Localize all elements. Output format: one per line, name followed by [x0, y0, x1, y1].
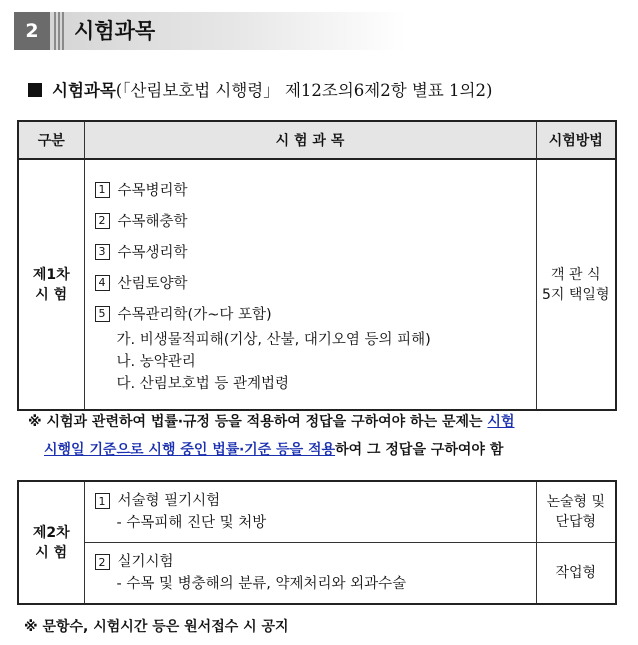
- stripe-decoration-icon: [52, 12, 66, 50]
- note-underline: 시행일 기준으로 시행 중인 법률‧기준 등을 적용: [44, 442, 336, 458]
- table-row: [18, 481, 616, 543]
- number-box: 1: [95, 182, 110, 198]
- method-cell: [536, 543, 616, 605]
- header-category: 구분: [18, 121, 84, 159]
- subject-label: 실기시험: [117, 554, 174, 570]
- number-box: 3: [95, 244, 110, 260]
- table-row: [18, 159, 616, 410]
- number-box: 2: [95, 554, 110, 570]
- list-item: [95, 205, 536, 236]
- method-label: 단답형: [555, 514, 597, 530]
- table-row: [18, 543, 616, 605]
- list-item: [95, 490, 536, 512]
- subtitle: [28, 77, 492, 101]
- note-second-line: [28, 436, 628, 464]
- number-box: 2: [95, 213, 110, 229]
- stage-label: 제1차: [32, 266, 70, 283]
- method-label: 5지 택일형: [542, 286, 610, 303]
- note-prefix: ※ 시험과 관련하여 법률‧규정 등을 적용하여 정답을 구하여야 하는 문제는: [28, 414, 488, 430]
- list-item: [95, 174, 536, 205]
- subject-cell: [84, 543, 536, 605]
- stage-label: 제2차: [32, 524, 70, 541]
- subjects-cell: [84, 159, 536, 410]
- number-box: 4: [95, 275, 110, 291]
- note-suffix: 하여 그 정답을 구하여야 함: [335, 442, 504, 458]
- method-label: 객 관 식: [551, 266, 601, 283]
- subject-label: 수목병리학: [117, 183, 188, 199]
- stage-label: 시 험: [35, 544, 68, 561]
- stage-cell: [18, 159, 84, 410]
- method-cell: [536, 481, 616, 543]
- subject-label: 산림토양학: [117, 276, 188, 292]
- number-box: 1: [95, 493, 110, 509]
- announcement-note: ※ 문항수, 시험시간 등은 원서접수 시 공지: [24, 619, 289, 635]
- method-cell: [536, 159, 616, 410]
- section-title: 시험과목: [74, 19, 156, 43]
- header-method: 시험방법: [536, 121, 616, 159]
- subtitle-bold: 시험과목: [52, 81, 116, 100]
- subject-label: 수목관리학(가~다 포함): [117, 307, 272, 323]
- sub-item: 다. 산림보호법 등 관계법령: [116, 376, 290, 392]
- subject-label: 서술형 필기시험: [117, 493, 221, 509]
- list-item: [95, 551, 536, 573]
- method-label: 논술형 및: [546, 494, 606, 510]
- number-box: 5: [95, 306, 110, 322]
- sub-item: 가. 비생물적피해(기상, 산불, 대기오염 등의 피해): [116, 332, 431, 348]
- sub-item: - 수목 및 병충해의 분류, 약제처리와 외과수술: [116, 576, 407, 592]
- stage-label: 시 험: [35, 286, 68, 303]
- subject-label: 수목해충학: [117, 214, 188, 230]
- method-label: 작업형: [555, 565, 597, 581]
- list-item: [95, 298, 536, 329]
- table-header-row: [18, 121, 616, 159]
- header-subjects: 시 험 과 목: [84, 121, 536, 159]
- sub-item: 나. 농약관리: [116, 354, 196, 370]
- section-number-badge: 2: [14, 12, 50, 50]
- stage-cell: [18, 481, 84, 604]
- section-header-bar: [14, 12, 406, 50]
- list-item: [95, 236, 536, 267]
- note-underline: 시험: [487, 414, 515, 430]
- sub-item: - 수목피해 진단 및 처방: [116, 515, 267, 531]
- law-application-note: [28, 408, 628, 464]
- list-item: [95, 267, 536, 298]
- subject-label: 수목생리학: [117, 245, 188, 261]
- subtitle-rest: (「산림보호법 시행령」 제12조의6제2항 별표 1의2): [115, 81, 493, 100]
- square-bullet-icon: [28, 83, 42, 97]
- subject-cell: [84, 481, 536, 543]
- first-exam-table: [17, 120, 617, 411]
- second-exam-table: [17, 480, 617, 605]
